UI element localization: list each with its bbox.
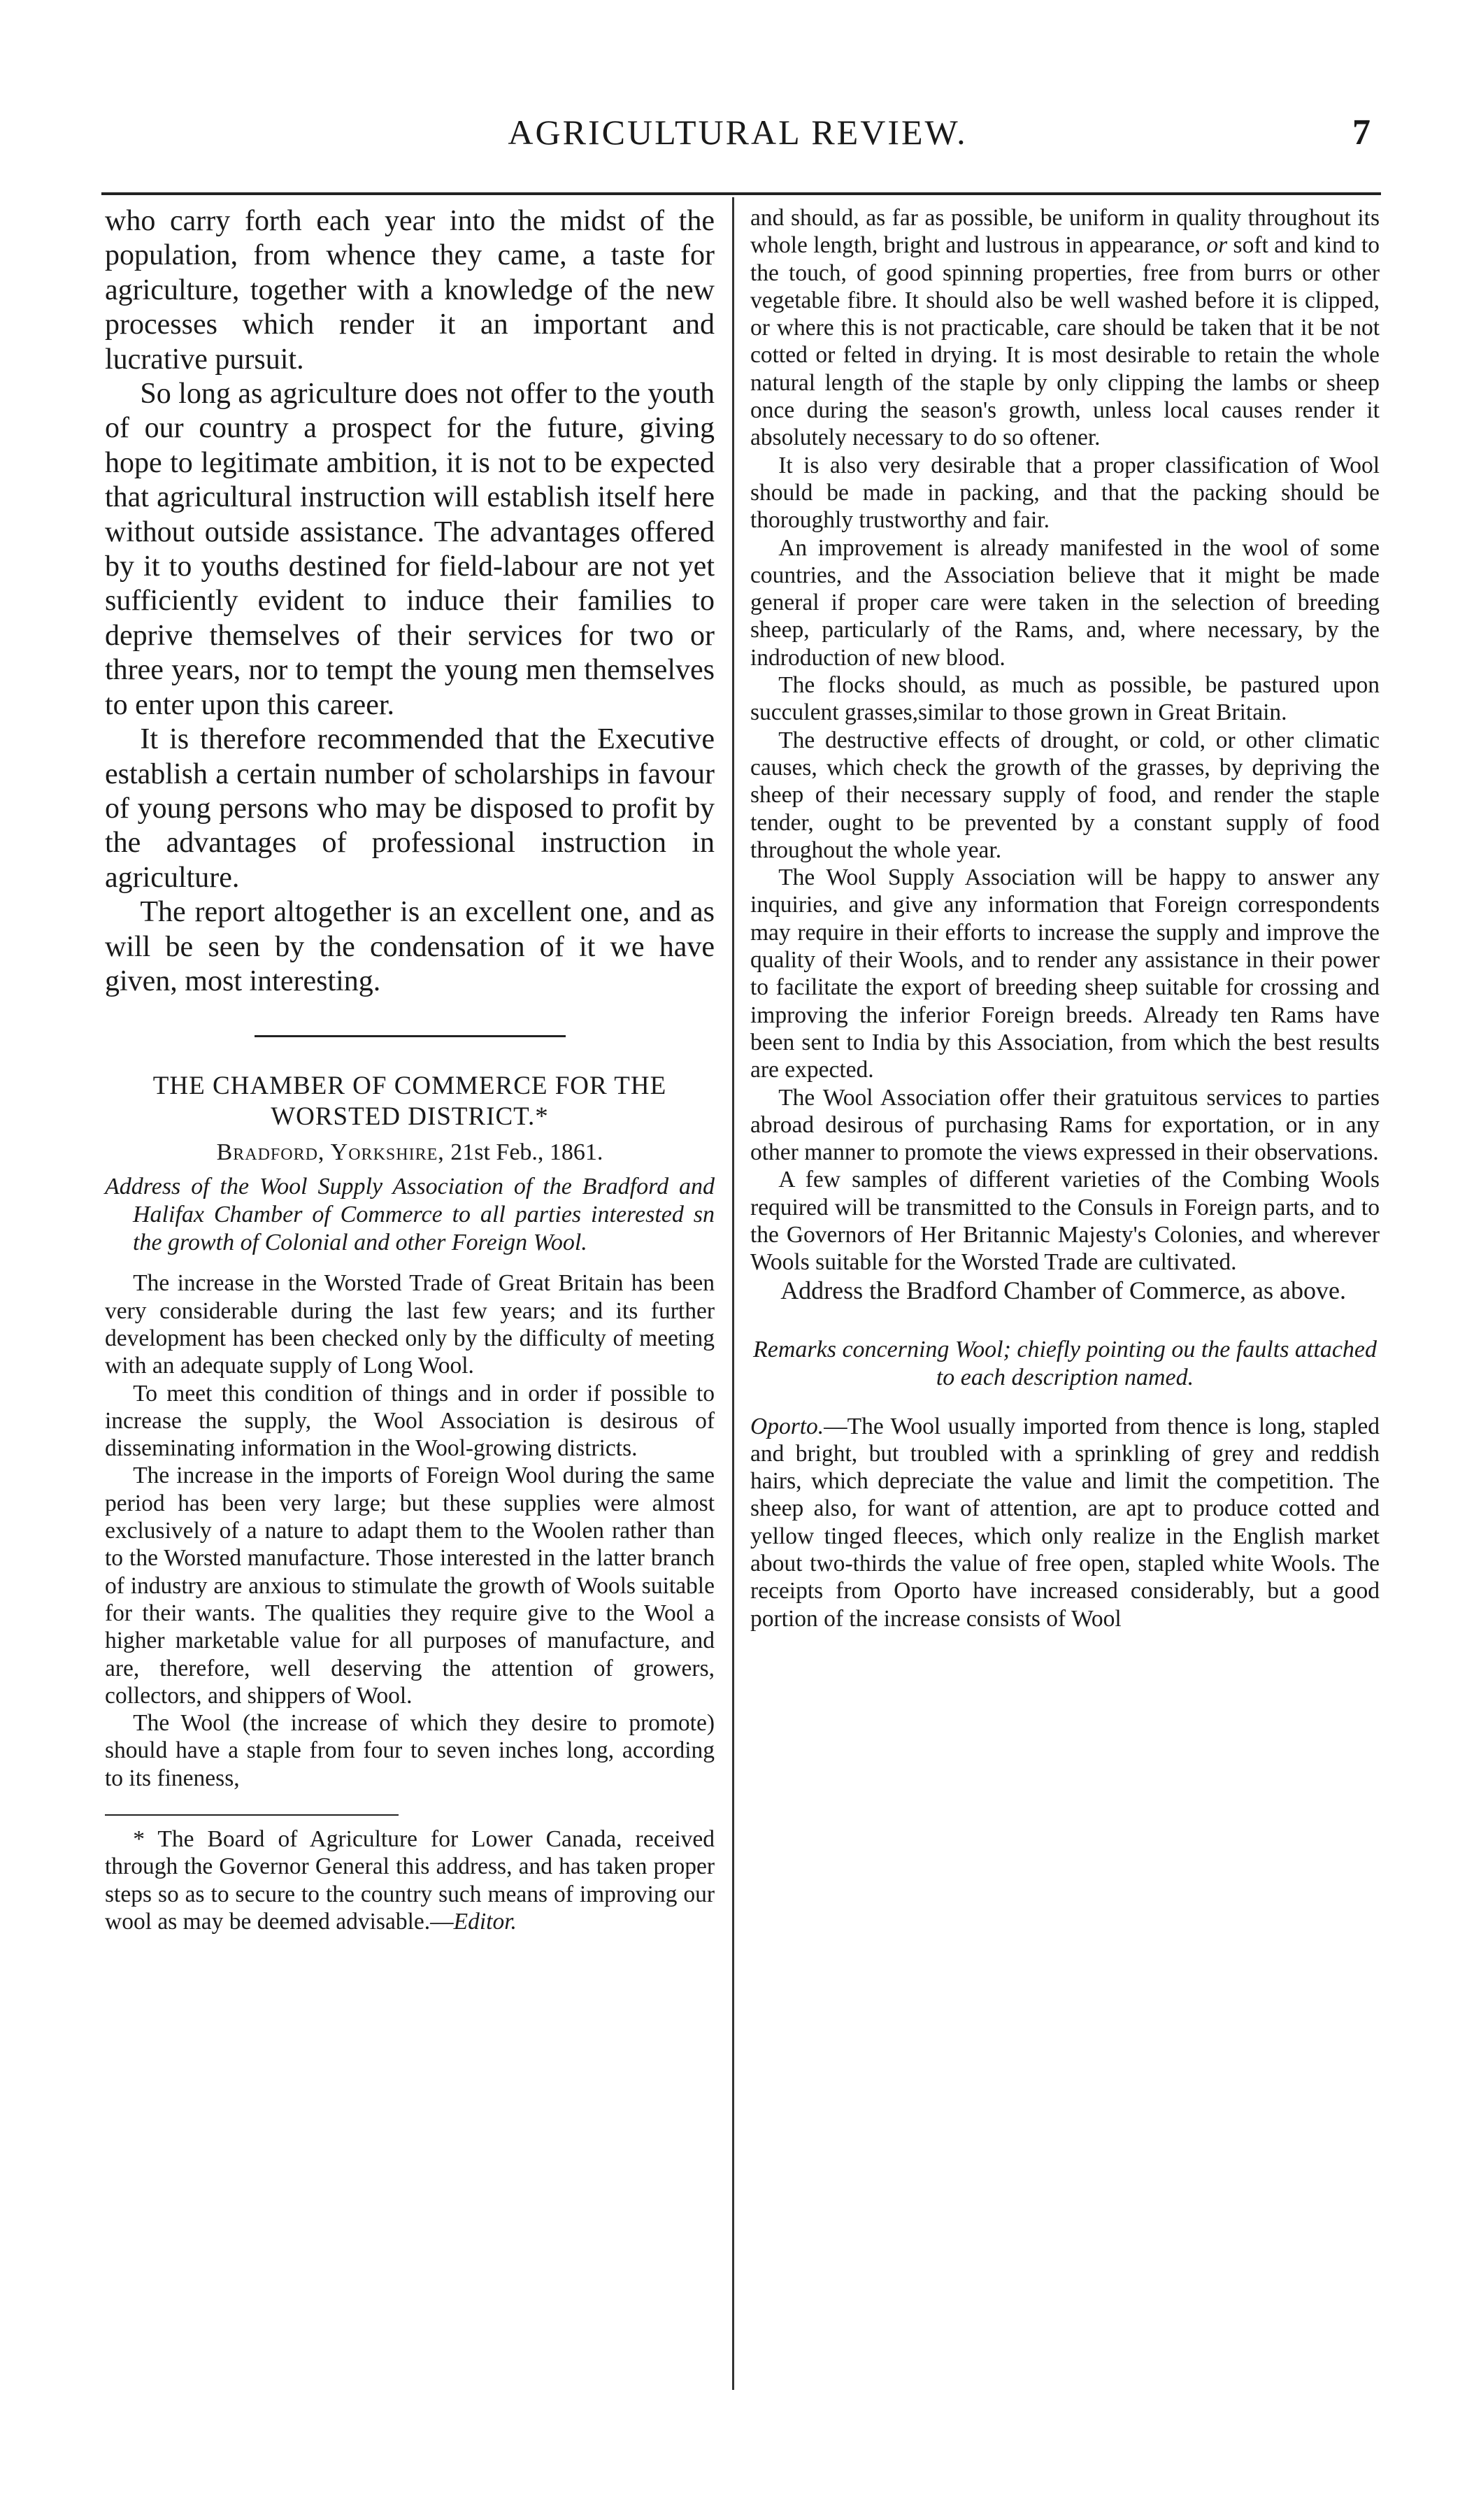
- footnote-editor: Editor.: [453, 1908, 517, 1935]
- oporto-label: Oporto.: [750, 1413, 824, 1439]
- header-rule: [101, 192, 1381, 195]
- paragraph: [750, 204, 1380, 452]
- dateline-date: 21st Feb., 1861.: [450, 1139, 603, 1166]
- text-run-italic: or: [1206, 232, 1228, 259]
- paragraph: who carry forth each year into the midst of the population, from whence they came, a taste for agriculture, together with a knowledge of the new processes which render it an important and lucrative pursuit.: [105, 205, 715, 376]
- section-separator: [255, 1035, 566, 1037]
- text-run: soft and kind to the touch, of good spinning properties, free from burrs or other vegetable fibre. It should also be well washed before it is clipped, or where this is not practicable, care should be taken that it be not cotted or felted in drying. It is most desirable to retain the whole natural length of the staple by only clipping the lambs or sheep once during the season's growth, unless local causes render it absolutely necessary to do so oftener.: [750, 232, 1380, 451]
- remarks-title: Remarks concerning Wool; chiefly pointing ou the faults attached to each description named.: [752, 1336, 1378, 1390]
- text-run: and should, as far as possible, be uniform in quality throughout its whole length, bright and lustrous in appearance,: [750, 205, 1380, 259]
- paragraph: The destructive effects of drought, or cold, or other climatic causes, which check the growth of the grasses, by depriving the sheep of their necessary supply of food, and render the staple tender, ought to be prevented by a constant supply of food throughout the whole year.: [750, 727, 1380, 863]
- paragraph: An improvement is already manifested in the wool of some countries, and the Association believe that it might be made general if proper care were taken in the selection of breeding sheep, particularly of the Rams, and, where necessary, by the indroduction of new blood.: [750, 534, 1380, 671]
- oporto-paragraph: [750, 1413, 1380, 1632]
- section-title-line: THE CHAMBER OF COMMERCE FOR THE: [152, 1072, 667, 1101]
- footnote: [105, 1825, 715, 1935]
- paragraph: The Wool (the increase of which they desire to promote) should have a staple from four to seven inches long, according to its fineness,: [105, 1710, 715, 1791]
- address-title: Address of the Wool Supply Association of the Bradford and Halifax Chamber of Commerce to all parties interested sn the growth of Colonial and other Foreign Wool.: [105, 1174, 715, 1256]
- paragraph: So long as agriculture does not offer to the youth of our country a prospect for the future, giving hope to legitimate ambition, it is not to be expected that agricultural instruction will establish itself here without outside assistance. The advantages offered by it to youths destined for field-labour are not yet sufficiently evident to induce their families to deprive themselves of their services for two or three years, nor to tempt the young men themselves to enter upon this career.: [105, 378, 715, 721]
- footnote-rule: [105, 1814, 399, 1816]
- paragraph: It is also very desirable that a proper classification of Wool should be made in packing, and that the packing should be thoroughly trustworthy and fair.: [750, 452, 1380, 534]
- running-head: AGRICULTURAL REVIEW.: [508, 113, 968, 152]
- paragraph: The Wool Supply Association will be happy to answer any inquiries, and give any information that Foreign correspondents may require in their efforts to increase the supply and improve the quality of their Wools, and to render any assistance in their power to facilitate the export of breeding sheep suitable for crossing and improving the inferior Foreign breeds. Already ten Rams have been sent to India by this Association, from which the best results are expected.: [750, 864, 1380, 1083]
- paragraph: The increase in the Worsted Trade of Great Britain has been very considerable during the last few years; and its further development has been checked only by the difficulty of meeting with an adequate supply of Long Wool.: [105, 1270, 715, 1379]
- paragraph: It is therefore recommended that the Executive establish a certain number of scholarships in favour of young persons who may be disposed to profit by the advantages of professional instruction in agriculture.: [105, 723, 715, 894]
- dateline: [105, 1138, 715, 1167]
- paragraph: The increase in the imports of Foreign Wool during the same period has been very large; but these supplies were almost exclusively of a nature to adapt them to the Woolen rather than to the Worsted manufacture. Those interested in the latter branch of industry are anxious to stimulate the growth of Wools suitable for their wants. The qualities they require give to the Wool a higher marketable value for all purposes of manufacture, and are, therefore, well deserving the attention of growers, collectors, and shippers of Wool.: [105, 1462, 715, 1709]
- column-divider: [732, 197, 734, 2390]
- right-column: [750, 204, 1380, 1632]
- report-conclusion: [105, 204, 715, 999]
- footnote-text: * The Board of Agriculture for Lower Canada, received through the Governor General this address, and has taken proper steps so as to secure to the country such means of improving our wool as may be deemed advisable.—: [105, 1825, 715, 1935]
- address-body: [105, 1269, 715, 1935]
- paragraph: A few samples of different varieties of the Combing Wools required will be transmitted to the Consuls in Foreign parts, and to the Governors of Her Britannic Majesty's Colonies, and wherever Wools suitable for the Worsted Trade are cultivated.: [750, 1167, 1380, 1276]
- page-number: 7: [1352, 113, 1371, 152]
- left-column: [105, 204, 715, 1935]
- dateline-place: Bradford, Yorkshire,: [216, 1139, 445, 1166]
- section-title-line: WORSTED DISTRICT.*: [271, 1102, 549, 1132]
- paragraph: Address the Bradford Chamber of Commerce, as above.: [780, 1276, 1346, 1304]
- paragraph: To meet this condition of things and in order if possible to increase the supply, the Wool Association is desirous of disseminating information in the Wool-growing districts.: [105, 1380, 715, 1462]
- oporto-text: —The Wool usually imported from thence is long, stapled and bright, but troubled with a sprinkling of grey and reddish hairs, which depreciate the value and limit the competition. The sheep also, for want of attention, are apt to produce cotted and yellow tinged fleeces, which only realize in the English market about two-thirds the value of free open, stapled white Wools. The receipts from Oporto have increased considerably, but a good portion of the increase consists of Wool: [750, 1413, 1380, 1632]
- page-header: [105, 112, 1371, 175]
- paragraph: The report altogether is an excellent one, and as will be seen by the condensation of it we have given, most interesting.: [105, 896, 715, 997]
- paragraph: The flocks should, as much as possible, be pastured upon succulent grasses,similar to those grown in Great Britain.: [750, 672, 1380, 726]
- section-title: [105, 1071, 715, 1132]
- paragraph: The Wool Association offer their gratuitous services to parties abroad desirous of purchasing Rams for exportation, or in any other manner to promote the views expressed in their observations.: [750, 1084, 1380, 1166]
